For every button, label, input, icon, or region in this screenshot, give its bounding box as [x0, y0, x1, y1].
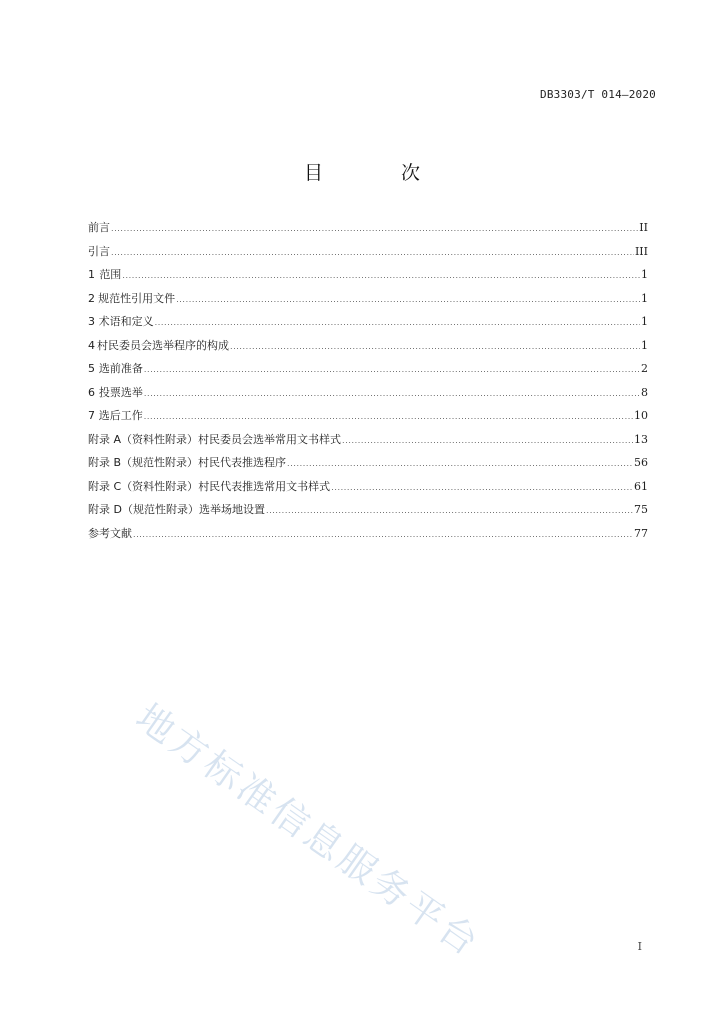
watermark: 地方标准信息服务平台: [128, 695, 489, 966]
toc-entry-page: 10: [634, 409, 648, 422]
toc-annex-tag: 附录 C（资料性附录）: [88, 479, 199, 493]
toc-leader-dots: [144, 386, 640, 402]
toc-entry-page: 1: [641, 291, 648, 305]
toc-entry-page: III: [634, 244, 648, 258]
table-of-contents: [88, 220, 648, 549]
toc-annex-tag: 附录 A（资料性附录）: [88, 432, 199, 446]
toc-entry-label: 村民委员会选举程序的构成: [96, 338, 229, 352]
toc-entry-section-7[interactable]: [88, 408, 648, 432]
toc-entry-annex-d[interactable]: [88, 502, 648, 526]
toc-entry-number: 6: [88, 385, 95, 399]
toc-entry-section-6[interactable]: [88, 385, 648, 409]
toc-entry-annex-c[interactable]: [88, 479, 648, 503]
page-number: I: [637, 940, 642, 953]
toc-leader-dots: [230, 339, 640, 355]
toc-entry-label: 前言: [88, 221, 110, 234]
toc-entry-section-2[interactable]: [88, 291, 648, 315]
toc-entry-number: 7: [88, 409, 95, 422]
toc-leader-dots: [287, 456, 633, 472]
toc-entry-foreword[interactable]: [88, 220, 648, 244]
toc-annex-tag: 附录 B（规范性附录）: [88, 456, 199, 469]
toc-leader-dots: [176, 292, 640, 308]
toc-entry-number: 5: [88, 362, 95, 375]
toc-leader-dots: [155, 315, 640, 331]
toc-entry-annex-a[interactable]: [88, 432, 648, 456]
toc-leader-dots: [133, 527, 633, 543]
toc-entry-page: 56: [634, 456, 648, 469]
toc-entry-page: 8: [641, 385, 648, 399]
toc-entry-page: 13: [634, 432, 648, 446]
toc-entry-section-1[interactable]: [88, 267, 648, 291]
toc-entry-bibliography[interactable]: [88, 526, 648, 550]
toc-entry-number: 2: [88, 291, 95, 305]
toc-entry-page: 75: [634, 503, 648, 516]
toc-leader-dots: [331, 480, 633, 496]
toc-leader-dots: [122, 268, 640, 284]
document-code: DB3303/T 014—2020: [540, 88, 656, 101]
toc-entry-page: 1: [641, 338, 648, 352]
toc-entry-page: 2: [641, 362, 648, 375]
toc-entry-page: II: [639, 221, 648, 234]
toc-entry-label: 村民代表推选常用文书样式: [198, 479, 331, 493]
toc-entry-label: 选后工作: [98, 409, 143, 422]
toc-entry-label: 选举场地设置: [198, 503, 265, 516]
toc-entry-label: 范围: [99, 268, 122, 281]
toc-entry-label: 引言: [88, 244, 110, 258]
toc-entry-page: 1: [641, 315, 648, 328]
toc-entry-page: 61: [634, 479, 648, 493]
toc-entry-number: 1: [88, 268, 95, 281]
page-title: 目 次: [303, 162, 457, 184]
toc-leader-dots: [111, 221, 638, 237]
toc-entry-label: 规范性引用文件: [98, 291, 176, 305]
toc-annex-tag: 附录 D（规范性附录）: [88, 503, 199, 516]
toc-entry-introduction[interactable]: [88, 244, 648, 268]
toc-entry-section-4[interactable]: [88, 338, 648, 362]
toc-entry-page: 77: [634, 526, 648, 540]
toc-entry-annex-b[interactable]: [88, 455, 648, 479]
toc-entry-label: 参考文献: [88, 526, 132, 540]
toc-entry-number: 3: [88, 315, 95, 328]
toc-leader-dots: [144, 362, 640, 378]
toc-leader-dots: [144, 409, 633, 425]
toc-entry-label: 术语和定义: [98, 315, 154, 328]
toc-entry-section-5[interactable]: [88, 361, 648, 385]
toc-entry-label: 村民代表推选程序: [198, 456, 287, 469]
toc-entry-label: 投票选举: [98, 385, 143, 399]
toc-leader-dots: [342, 433, 633, 449]
toc-leader-dots: [111, 245, 634, 261]
toc-entry-label: 村民委员会选举常用文书样式: [198, 432, 342, 446]
toc-leader-dots: [266, 503, 633, 519]
toc-entry-page: 1: [641, 268, 648, 281]
toc-entry-section-3[interactable]: [88, 314, 648, 338]
toc-entry-number: 4: [88, 338, 95, 352]
toc-entry-label: 选前准备: [98, 362, 143, 375]
